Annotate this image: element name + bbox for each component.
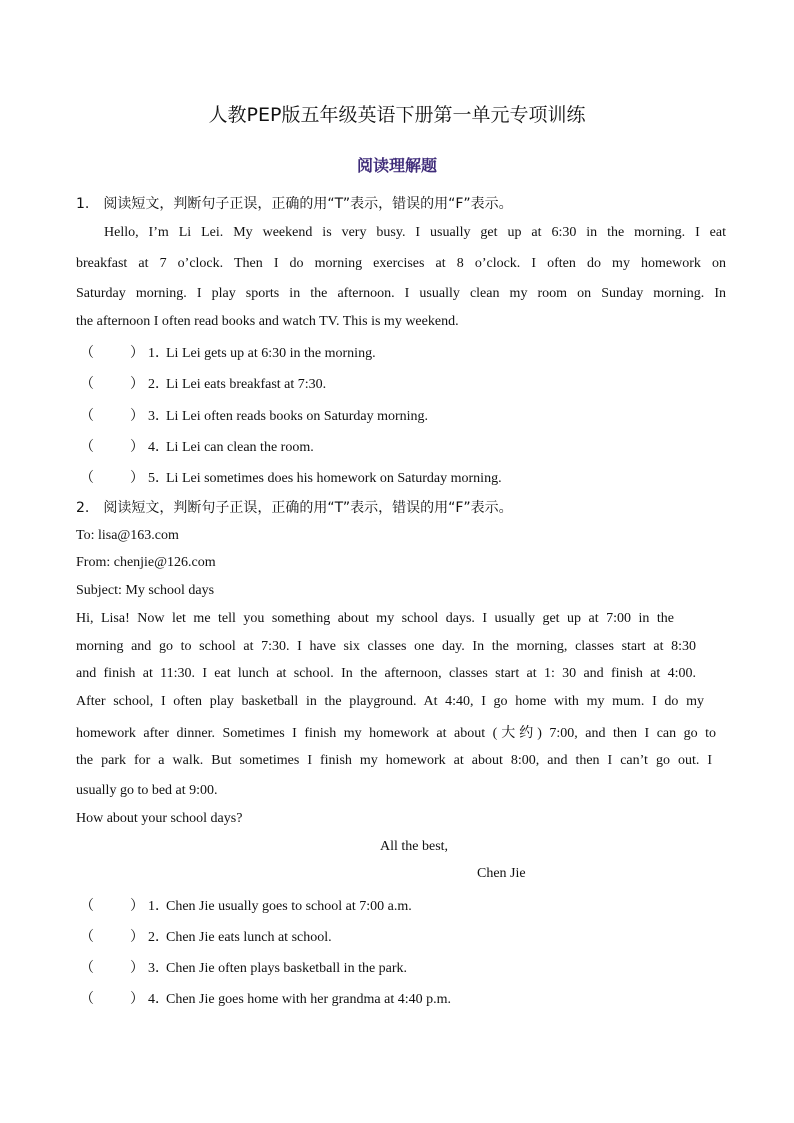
answer-blank-open[interactable]: （: [80, 346, 94, 361]
question-number: 4．: [148, 992, 169, 1007]
question-text: Li Lei can clean the room.: [166, 440, 314, 455]
question-number: 2．: [148, 930, 169, 945]
section2-passage-line: Hi, Lisa! Now let me tell you something about my school days. I usually get up at 7:00 in the: [76, 611, 674, 626]
section2-passage-line: After school, I often play basketball in the playground. At 4:40, I go home with my mum. I do my: [76, 694, 704, 709]
question-item: [80, 342, 376, 362]
question-number: 1．: [148, 899, 169, 914]
question-text: Li Lei often reads books on Saturday morning.: [166, 409, 429, 424]
question-item: [80, 405, 428, 425]
question-item: [80, 988, 451, 1008]
section1-passage-line: the afternoon I often read books and watch TV. This is my weekend.: [76, 314, 459, 329]
answer-blank-close: ）: [130, 409, 144, 424]
answer-blank-close: ）: [130, 961, 144, 976]
answer-blank-open[interactable]: （: [80, 930, 94, 945]
question-number: 4．: [148, 440, 169, 455]
section2-passage-line: and finish at 11:30. I eat lunch at school. In the afternoon, classes start at 1: 30 and finish at 4:00.: [76, 666, 696, 681]
answer-blank-close: ）: [130, 992, 144, 1007]
answer-blank-close: ）: [130, 377, 144, 392]
question-item: [80, 957, 407, 977]
answer-blank-open[interactable]: （: [80, 992, 94, 1007]
question-text: Chen Jie eats lunch at school.: [166, 930, 332, 945]
question-item: [80, 436, 314, 456]
question-number: 3．: [148, 961, 169, 976]
answer-blank-open[interactable]: （: [80, 377, 94, 392]
section2-passage-line: the park for a walk. But sometimes I finish my homework at about 8:00, and then I can’t go out. I: [76, 753, 712, 768]
answer-blank-close: ）: [130, 471, 144, 486]
question-number: 1．: [148, 346, 169, 361]
answer-blank-open[interactable]: （: [80, 440, 94, 455]
section-heading: 阅读理解题: [356, 156, 437, 175]
email-signature: Chen Jie: [477, 866, 526, 881]
question-number: 3．: [148, 409, 169, 424]
email-from: From: chenjie@126.com: [76, 555, 216, 570]
section1-instruction: 1. 阅读短文，判断句子正误，正确的用“T”表示，错误的用“F”表示。: [76, 196, 513, 212]
section1-passage-line: breakfast at 7 o’clock. Then I do morning exercises at 8 o’clock. I often do my homework on: [76, 256, 726, 271]
answer-blank-close: ）: [130, 899, 144, 914]
question-item: [80, 895, 412, 915]
answer-blank-open[interactable]: （: [80, 409, 94, 424]
answer-blank-open[interactable]: （: [80, 899, 94, 914]
answer-blank-open[interactable]: （: [80, 471, 94, 486]
question-text: Li Lei sometimes does his homework on Saturday morning.: [166, 471, 502, 486]
question-number: 5．: [148, 471, 169, 486]
question-number: 2．: [148, 377, 169, 392]
section1-passage-line: Saturday morning. I play sports in the afternoon. I usually clean my room on Sunday morning. In: [76, 286, 726, 301]
email-signoff: All the best,: [380, 839, 449, 854]
section2-passage-line: usually go to bed at 9:00.: [76, 783, 218, 798]
question-text: Chen Jie often plays basketball in the park.: [166, 961, 408, 976]
question-item: [80, 373, 326, 393]
section2-passage-line: morning and go to school at 7:30. I have six classes one day. In the morning, classes start at 8:30: [76, 639, 696, 654]
question-text: Li Lei eats breakfast at 7:30.: [166, 377, 327, 392]
question-text: Li Lei gets up at 6:30 in the morning.: [166, 346, 376, 361]
section2-passage-line: homework after dinner. Sometimes I finish my homework at about (大约) 7:00, and then I can go to: [76, 726, 716, 741]
answer-blank-close: ）: [130, 346, 144, 361]
document-title: 人教PEP版五年级英语下册第一单元专项训练: [208, 104, 586, 126]
answer-blank-close: ）: [130, 440, 144, 455]
answer-blank-open[interactable]: （: [80, 961, 94, 976]
email-closing-question: How about your school days?: [76, 811, 243, 826]
answer-blank-close: ）: [130, 930, 144, 945]
email-to: To: lisa@163.com: [76, 528, 179, 543]
email-subject: Subject: My school days: [76, 583, 215, 598]
section1-passage-line: Hello, I’m Li Lei. My weekend is very busy. I usually get up at 6:30 in the morning. I eat: [104, 225, 726, 240]
section2-instruction: 2. 阅读短文，判断句子正误，正确的用“T”表示，错误的用“F”表示。: [76, 500, 513, 516]
question-item: [80, 926, 332, 946]
question-text: Chen Jie usually goes to school at 7:00 a.m.: [166, 899, 412, 914]
question-text: Chen Jie goes home with her grandma at 4:40 p.m.: [166, 992, 451, 1007]
question-item: [80, 467, 502, 487]
